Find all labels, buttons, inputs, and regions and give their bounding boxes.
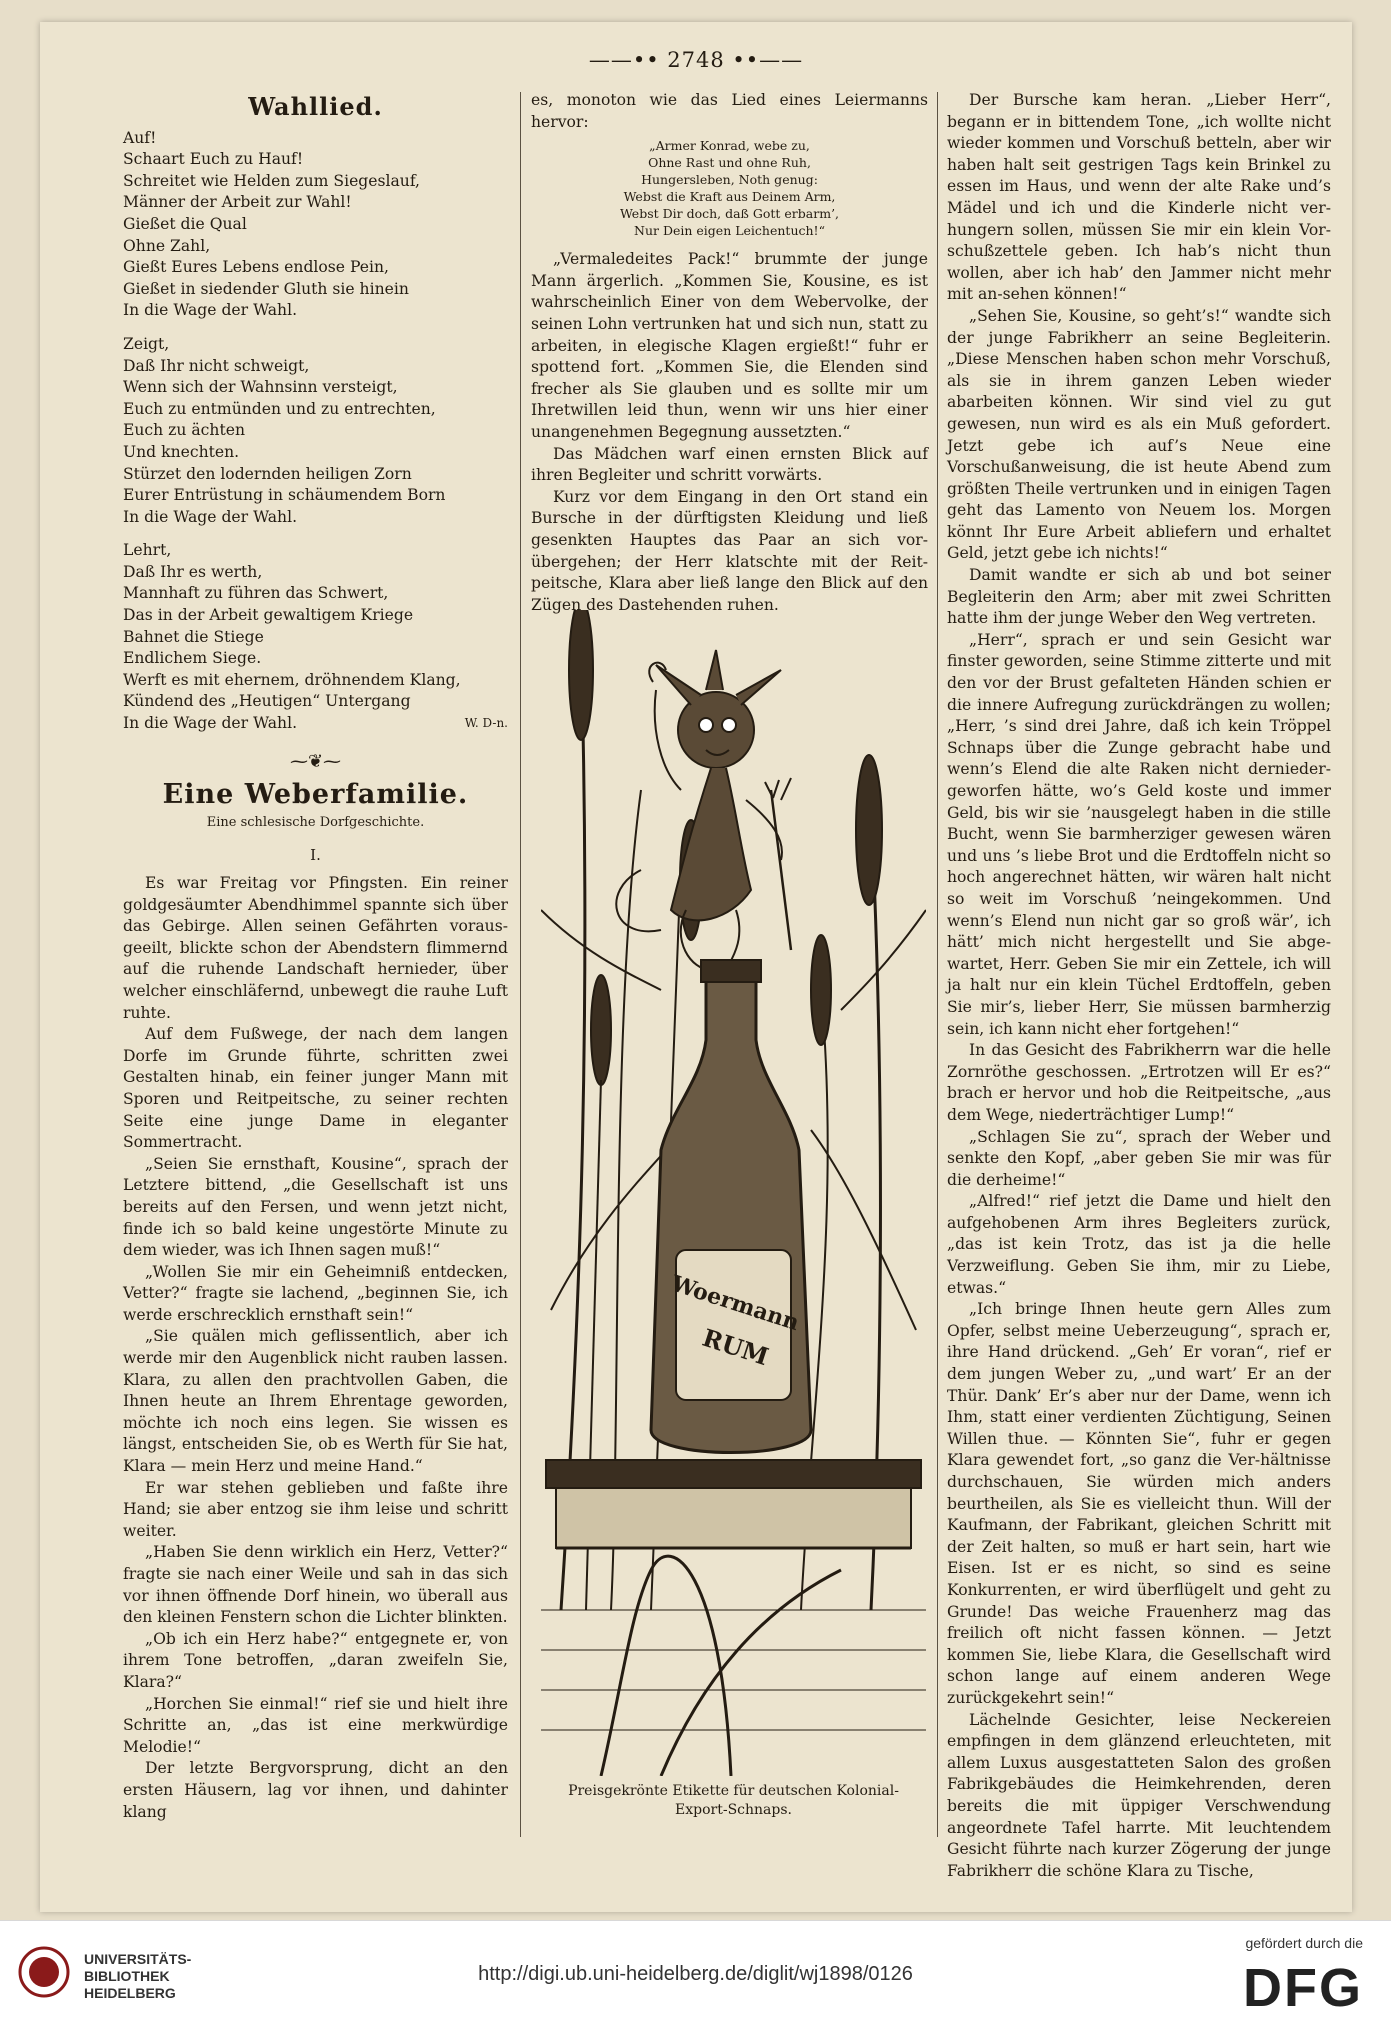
newspaper-page (40, 22, 1352, 1912)
paragraph: Der Bursche kam heran. „Lieber Herr“, begann er in bittendem Tone, „ich wollte nicht wieder kommen und Vorschuß betteln, aber wir haben halt seit gestrigen Tags kein Brinkel zu essen im Haus, und wenn der alte Rake und’s Mädel und ich und die Kinderle nicht ver-hungern sollen, müssen Sie mir ein klein Vor-schußzettele geben. Ich hab’s nicht thun wollen, aber ich hab’ den Jammer nicht mehr mit an-sehen können!“ (947, 91, 1331, 304)
verse-line: Hungersleben, Noth genug: (641, 172, 818, 188)
paragraph: „Ich bringe Ihnen heute gern Alles zum Opfer, selbst meine Ueberzeugung“, sprach er, ihre Hand drückend. „Geh’ Er voran“, rief er dem jungen Weber zu, „und wart’ Er an der Thür. Dank’ Er’s aber nur der Dame, wenn ich Ihm, statt einer verdienten Züchtigung, Seinen Willen thue. — Könnten Sie“, fuhr er gegen Klara gewendet fort, „so ganz die Ver-hältnisse durchschauen, Sie würden mich anders beurtheilen, als Sie es vielleicht thun. Will der Kaufmann, der Fabrikant, gleichen Schritt mit der Zeit halten, so muß er hart sein, hart wie Eisen. Ist er es nicht, so sind es seine Konkurrenten, er wird überflügelt und geht zu Grunde! Das weiche Frauenherz mag das freilich oft nicht fassen können. — Jetzt kommen Sie, liebe Klara, die Gesellschaft wird schon lange auf einem anderen Wege zurückgekehrt sein!“ (947, 1300, 1331, 1707)
flourish-ornament: ⁓❦⁓ (289, 750, 342, 772)
paragraph: „Schlagen Sie zu“, sprach der Weber und senkte den Kopf, „aber geben Sie mir was für die derheime!“ (947, 1127, 1331, 1189)
page-number: ——•• 2748 ••—— (588, 48, 804, 72)
funding-note: gefördert durch die (1245, 1935, 1363, 1951)
poem-line: Bahnet die Stiege (123, 627, 264, 646)
poem-line: Mannhaft zu führen das Schwert, (123, 584, 389, 603)
paragraph: „Wollen Sie mir ein Geheimniß entdecken, Vetter?“ fragte sie lachend, „beginnen Sie, ich werde erschrecklich ernsthaft sein!“ (123, 1262, 508, 1324)
paragraph: „Sie quälen mich geflissentlich, aber ich werde mir den Augenblick nicht rauben lassen. Klara, zu allen den prachtvollen Gaben, die Ihnen heute an Ihrem Ehrentage geworden, möchte ich noch eins legen. Sie wissen es längst, entscheiden Sie, ob es Werth für Sie hat, Klara — mein Herz und meine Hand.“ (123, 1327, 508, 1476)
paragraph: Damit wandte er sich ab und bot seiner Begleiterin den Arm; aber mit zwei Schritten hatte ihm der junge Weber den Weg vertreten. (947, 566, 1331, 628)
permalink-link[interactable]: http://digi.ub.uni-heidelberg.de/diglit/wj1898/0126 (478, 1963, 913, 1985)
song-verse (531, 137, 928, 239)
poem-line: Lehrt, (123, 541, 172, 560)
poem-line: Eurer Entrüstung in schäumendem Born (123, 486, 446, 505)
paragraph: Lächelnde Gesichter, leise Neckereien empfingen in dem glänzend erleuchteten, mit allem Luxus ausgestatteten Salon des großen Fabrikgebäudes die Heimkehrenden, deren bereits die mit üppiger Verschwendung angeordnete Tafel harrte. Mit leuchtendem Gesicht führte nach kurzer Zögerung der junge Fabrikherr die schöne Klara zu Tische, (947, 1710, 1331, 1880)
paragraph: „Sehen Sie, Kousine, so geht’s!“ wandte sich der junge Fabrikherr an seine Begleiterin. „Diese Menschen haben schon mehr Vorschuß, als sie in ihrem ganzen Leben wieder abarbeiten können. Wir sind viel zu gut gewesen, nun wird es als ein Muß gefordert. Jetzt gebe ich auf’s Neue eine Vorschußanweisung, die ist heute Abend zum größten Theile vertrunken und in einigen Tagen geht das Lamento von Neuem los. Morgen könnt Ihr Eure Arbeit abliefern und erhaltet Geld, jetzt gebe ich nichts!“ (947, 306, 1331, 563)
verse-line: Ohne Rast und ohne Ruh, (648, 155, 811, 171)
poem-stanza (123, 128, 508, 322)
paragraph: Das Mädchen warf einen ernsten Blick auf ihren Begleiter und schritt vorwärts. (531, 444, 928, 485)
poem-line: Daß Ihr es werth, (123, 562, 263, 581)
poem-line: Gießet die Qual (123, 214, 247, 233)
poem-stanza (123, 334, 508, 528)
paragraph: es, monoton wie das Lied eines Leiermanns hervor: (531, 91, 928, 131)
verse-line: Nur Dein eigen Leichentuch!“ (634, 223, 825, 239)
verse-line: „Armer Konrad, webe zu, (649, 138, 810, 154)
paragraph: „Alfred!“ rief jetzt die Dame und hielt den aufgehobenen Arm ihres Begleiters zurück, „das ist kein Trotz, das ist ja die helle Verzweiflung. Geben Sie ihm, mir zu Liebe, etwas.“ (947, 1192, 1331, 1297)
paragraph: „Herr“, sprach er und sein Gesicht war finster geworden, seine Stimme zitterte und mit den vor der Brust gefalteten Händen schien er die innere Aufregung zurückdrängen zu wollen; „Herr, ’s sind drei Jahre, daß ich kein Tröppel Schnaps über die Zunge gebracht habe und wenn’s Elend die alte Raken nicht dernieder-geworfen hätte, wo’s Geld koste und immer Geld, bis wir sie ’nausgelegt haben in die stille Bucht, wenn Sie barmherziger gewesen wären und uns ’s liebe Brot und die Erdtoffeln nicht so hoch angerechnet hätten, wir wären halt nicht so weit im Vorschuß ’neingekommen. Und wenn’s Elend nun nicht gar so groß wär’, ich hätt’ mich nicht hergestellt und Sie abge-wartet, Herr. Geben Sie mir ein Zettele, ich will ja halt nur ein klein Tüchel Erdtoffeln, geben Sie mir’s, lieber Herr, Sie müssen barmherzig sein, ich kann nicht eher fortgehen!“ (947, 630, 1331, 1038)
paragraph: Der letzte Bergvorsprung, dicht an den ersten Häusern, lag vor ihnen, und dahinter klang (123, 1759, 508, 1821)
verse-line: Webst Dir doch, daß Gott erbarm’, (619, 206, 840, 222)
column-rule (937, 92, 938, 1837)
poem-line: Schreitet wie Helden zum Siegeslauf, (123, 171, 421, 190)
story-subtitle: Eine schlesische Dorfgeschichte. (206, 814, 425, 830)
poem-line: Männer der Arbeit zur Wahl! (123, 193, 352, 212)
poem-line: Wenn sich der Wahnsinn versteigt, (123, 378, 398, 397)
poem-line: Werft es mit ehernem, dröhnendem Klang, (123, 670, 461, 689)
poem-line: In die Wage der Wahl. (123, 301, 298, 320)
column-3 (947, 90, 1331, 1882)
story-text-col3 (947, 90, 1331, 1882)
poem-title: Wahllied. (248, 92, 383, 121)
verse-line: Webst die Kraft aus Deinem Arm, (623, 189, 836, 205)
poem-line: Euch zu entmünden und zu entrechten, (123, 399, 436, 418)
paragraph: „Vermaledeites Pack!“ brummte der junge Mann ärgerlich. „Kommen Sie, Kousine, es ist wahrscheinlich Einer von dem Webervolke, der seinen Lohn vertrunken hat und sich nun, statt zu arbeiten, in elegische Klagen ergießt!“ fuhr er spottend fort. „Kommen Sie, die Elenden sind frecher als Sie glauben und es sollte mir um Ihretwillen leid thun, wenn wir uns hier einer unangenehmen Begegnung aussetzten.“ (531, 250, 928, 441)
poem-line: In die Wage der Wahl. (123, 507, 298, 526)
bottle-label-rum: RUM (699, 1322, 773, 1372)
paragraph: In das Gesicht des Fabrikherrn war die helle Zornröthe geschossen. „Ertrotzen will Er es?“ brach er hervor und hob die Reitpeitsche, „aus dem Wege, niederträchtiger Lump!“ (947, 1041, 1331, 1124)
illustration-caption: Preisgekrönte Etikette für deutschen Kolonial-Export-Schnaps. (568, 1783, 899, 1818)
dfg-logo: DFG (1243, 1958, 1363, 2018)
poem-signature: W. D-n. (464, 716, 508, 731)
chapter-number: I. (310, 846, 321, 865)
poem-line: Stürzet den lodernden heiligen Zorn (123, 464, 412, 483)
poem-line: Auf! (123, 128, 157, 147)
paragraph: „Ob ich ein Herz habe?“ entgegnete er, von ihrem Tone betroffen, „daran zweifeln Sie, Klara?“ (123, 1629, 508, 1691)
paragraph: „Seien Sie ernsthaft, Kousine“, sprach der Letztere bittend, „die Gesellschaft ist uns bereits auf den Fersen, und wenn jetzt nicht, finde ich so bald keine ungestörte Minute zu dem wieder, was ich Ihnen sagen muß!“ (123, 1154, 508, 1260)
poem-stanza (123, 540, 508, 734)
poem-line: Das in der Arbeit gewaltigem Kriege (123, 606, 414, 625)
digitization-footer (0, 1920, 1391, 2028)
poem-line: Kündend des „Heutigen“ Untergang (123, 692, 411, 711)
story-text-col1 (123, 873, 508, 1823)
poem-line: Gießet in siedender Gluth sie hinein (123, 279, 409, 298)
poem-line: Ohne Zahl, (123, 236, 211, 255)
paragraph: Es war Freitag vor Pfingsten. Ein reiner goldgesäumter Abendhimmel spannte sich über das Gebirge. Allen seinen Gefährten voraus-geeilt, blickte schon der Abendstern flimmernd auf die ruhende Landschaft hernieder, über welcher einschläfernd, unbewegt die rauhe Luft ruhte. (123, 874, 508, 1022)
poem-line: Daß Ihr nicht schweigt, (123, 356, 310, 375)
column-rule (520, 92, 521, 1837)
poem-line: Und knechten. (123, 442, 240, 461)
poem-line: Endlichem Siege. (123, 649, 262, 668)
institution-name: UNIVERSITÄTS- BIBLIOTHEK HEIDELBERG (84, 1951, 192, 2001)
paragraph: Kurz vor dem Eingang in den Ort stand ein Bursche in der dürftigsten Kleidung und ließ gesenkten Hauptes das Paar an sich vor-übergehen; der Herr klatschte mit der Reit-peitsche, Klara aber ließ lange den Blick auf den Zügen des Dastehenden ruhen. (531, 487, 928, 614)
poem-line: Euch zu ächten (123, 421, 245, 440)
paragraph: „Horchen Sie einmal!“ rief sie und hielt ihre Schritte an, „das ist eine merkwürdige Melodie!“ (123, 1694, 508, 1756)
poem-body (123, 128, 508, 735)
story-text-col2 (531, 249, 928, 616)
illustration-devil-on-rum-bottle (541, 610, 926, 1776)
paragraph: Er war stehen geblieben und faßte ihre Hand; sie aber entzog sie ihm leise und schritt weiter. (123, 1478, 508, 1540)
column-1 (123, 90, 508, 1823)
paragraph: „Haben Sie denn wirklich ein Herz, Vetter?“ fragte sie nach einer Weile und sah in das sich vor ihnen öffnende Dorf hinein, wo überall aus den kleinen Fenstern schon die Lichter blinkten. (123, 1543, 508, 1627)
column-2 (531, 90, 928, 616)
permalink-url (0, 1963, 1391, 1986)
poem-line: Gießt Eures Lebens endlose Pein, (123, 258, 389, 277)
poem-line: Schaart Euch zu Hauf! (123, 150, 304, 169)
poem-line: Zeigt, (123, 334, 170, 353)
story-title: Eine Weberfamilie. (162, 779, 469, 811)
poem-line: In die Wage der Wahl. W. D-n. (123, 713, 508, 735)
paragraph: Auf dem Fußwege, der nach dem langen Dorfe im Grunde führte, schritten zwei Gestalten hinab, ein feiner junger Mann mit Sporen und Reitpeitsche, zu seiner rechten Seite eine junge Dame in eleganter Sommertracht. (123, 1025, 508, 1152)
bottle-label-brand: Woermann (668, 1270, 803, 1337)
